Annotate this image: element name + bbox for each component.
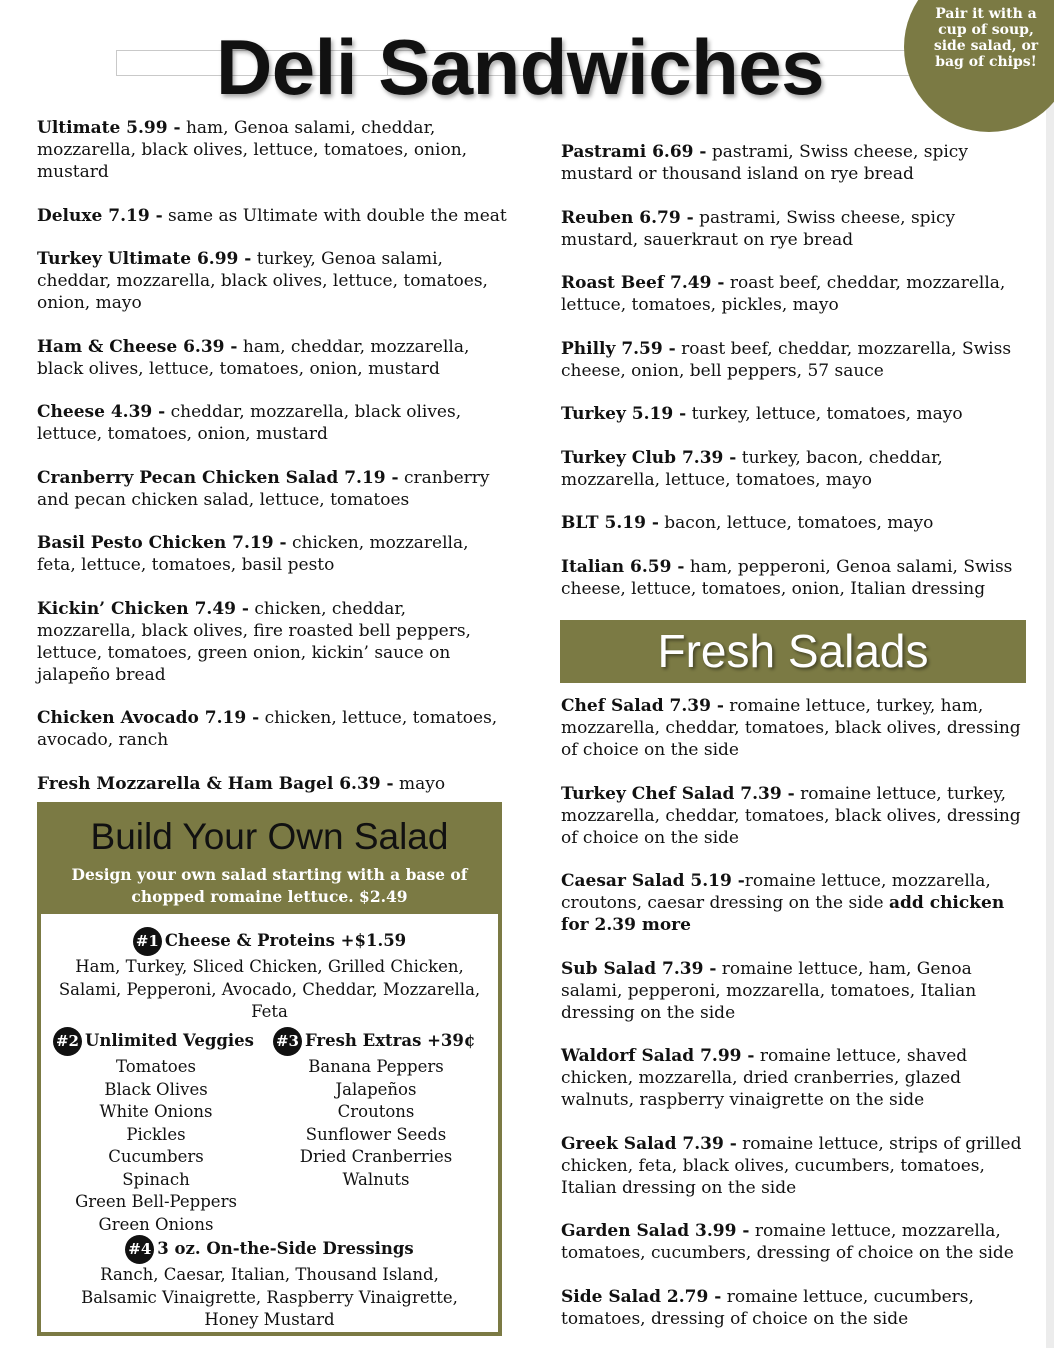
- menu-item: [37, 401, 507, 445]
- menu-item: [561, 512, 1023, 534]
- item-description: chicken, lettuce, tomatoes, avocado, ranch: [37, 708, 498, 750]
- item-name-price: Roast Beef 7.49 -: [561, 273, 725, 293]
- salad-item: [561, 958, 1023, 1024]
- item-name-price: Sub Salad 7.39 -: [561, 958, 717, 979]
- item-name-price: Philly 7.59 -: [561, 338, 676, 359]
- group-items: Ranch, Caesar, Italian, Thousand Island, Balsamic Vinaigrette, Raspberry Vinaigrette, Honey Mustard: [81, 1265, 458, 1329]
- group-items: [271, 1056, 481, 1191]
- menu-item: [37, 532, 507, 576]
- item-description: roast beef, cheddar, mozzarella, Swiss cheese, onion, bell peppers, 57 sauce: [561, 338, 1012, 381]
- byo-group-4: [41, 1234, 498, 1332]
- item-name-price: Italian 6.59 -: [561, 556, 685, 577]
- item-name-price: Cranberry Pecan Chicken Salad 7.19 -: [37, 467, 399, 488]
- menu-item: [37, 598, 507, 686]
- list-item: Cucumbers: [108, 1147, 204, 1166]
- byo-subtitle: Design your own salad starting with a base of chopped romaine lettuce. $2.49: [71, 865, 468, 906]
- item-description: chicken, mozzarella, feta, lettuce, tomatoes, basil pesto: [37, 533, 469, 575]
- list-item: Dried Cranberries: [299, 1147, 453, 1166]
- salad-item: [561, 695, 1023, 761]
- item-name-price: Turkey Chef Salad 7.39 -: [561, 783, 795, 804]
- menu-item: [37, 467, 507, 511]
- menu-item: [37, 117, 507, 183]
- item-name-price: Kickin’ Chicken 7.49 -: [37, 598, 249, 619]
- byo-group-1: [41, 926, 498, 1024]
- item-description: bacon, lettuce, tomatoes, mayo: [658, 513, 934, 533]
- item-name-price: Reuben 6.79 -: [561, 207, 694, 228]
- item-description: turkey, lettuce, tomatoes, mayo: [686, 404, 963, 424]
- list-item: Sunflower Seeds: [305, 1124, 447, 1144]
- item-name-price: Greek Salad 7.39 -: [561, 1133, 737, 1154]
- item-description: turkey, Genoa salami, cheddar, mozzarella, black olives, lettuce, tomatoes, onion, mayo: [37, 249, 488, 313]
- item-description: romaine lettuce, shaved chicken, mozzarella, dried cranberries, glazed walnuts, raspberry vinaigrette on the side: [561, 1046, 968, 1110]
- item-description: romaine lettuce, turkey, ham, mozzarella, cheddar, tomatoes, black olives, dressing of choice on the side: [561, 696, 1021, 760]
- salad-item: [561, 1133, 1023, 1199]
- item-description: romaine lettuce, mozzarella, tomatoes, cucumbers, dressing of choice on the side: [561, 1221, 1014, 1263]
- list-item: Pickles: [126, 1124, 186, 1144]
- list-item: Banana Peppers: [308, 1057, 444, 1076]
- item-description: ham, cheddar, mozzarella, black olives, lettuce, tomatoes, onion, mustard: [37, 336, 470, 379]
- item-description: romaine lettuce, ham, Genoa salami, pepperoni, mozzarella, tomatoes, Italian dressing on the side: [561, 958, 977, 1023]
- menu-item: [561, 141, 1023, 185]
- item-description: romaine lettuce, turkey, mozzarella, cheddar, tomatoes, black olives, dressing of choice on the side: [561, 783, 1021, 848]
- item-description: roast beef, cheddar, mozzarella, lettuce, tomatoes, pickles, mayo: [561, 273, 1006, 315]
- sandwich-list-right: [561, 141, 1023, 621]
- item-name-price: Ultimate 5.99 -: [37, 118, 181, 138]
- list-item: Jalapeños: [335, 1079, 417, 1099]
- number-badge: #3: [273, 1027, 302, 1056]
- item-name-price: Ham & Cheese 6.39 -: [37, 336, 238, 357]
- list-item: Green Onions: [98, 1214, 214, 1234]
- item-name-price: BLT 5.19 -: [561, 513, 659, 533]
- fresh-salads-heading: Fresh Salads: [560, 620, 1026, 683]
- item-description: same as Ultimate with double the meat: [162, 205, 507, 226]
- list-item: Spinach: [122, 1169, 190, 1189]
- item-name-price: Turkey 5.19 -: [561, 404, 687, 424]
- list-item: Black Olives: [104, 1079, 208, 1099]
- item-name-price: Turkey Club 7.39 -: [561, 447, 737, 468]
- item-name-price: Pastrami 6.69 -: [561, 142, 707, 162]
- item-extra: add chicken for 2.39 more: [561, 893, 1005, 935]
- list-item: White Onions: [99, 1102, 213, 1121]
- byo-group-3: [271, 1026, 501, 1191]
- item-description: romaine lettuce, mozzarella, croutons, caesar dressing on the side: [561, 871, 991, 913]
- group-items: [51, 1056, 261, 1236]
- salad-item: [561, 1220, 1023, 1264]
- group-items: Ham, Turkey, Sliced Chicken, Grilled Chicken, Salami, Pepperoni, Avocado, Cheddar, Mozzarella, Feta: [58, 957, 481, 1021]
- salad-item: [561, 1045, 1023, 1111]
- number-badge: #4: [125, 1235, 154, 1264]
- item-description: mayo: [393, 773, 446, 794]
- item-name-price: Deluxe 7.19 -: [37, 205, 163, 226]
- item-description: ham, pepperoni, Genoa salami, Swiss cheese, lettuce, tomatoes, onion, Italian dressing: [561, 556, 1013, 599]
- build-your-own-box: [37, 802, 502, 1336]
- sandwich-list-left: [37, 117, 507, 816]
- menu-item: [37, 205, 507, 227]
- byo-title: Build Your Own Salad: [90, 816, 449, 857]
- item-name-price: Cheese 4.39 -: [37, 402, 166, 422]
- byo-group-2: [51, 1026, 281, 1236]
- list-item: Croutons: [337, 1102, 415, 1121]
- menu-item: [561, 556, 1023, 600]
- item-name-price: Chef Salad 7.39 -: [561, 696, 724, 716]
- menu-item: [561, 207, 1023, 251]
- item-description: cheddar, mozzarella, black olives, lettuce, tomatoes, onion, mustard: [37, 402, 462, 444]
- item-name-price: Caesar Salad 5.19 -: [561, 871, 745, 891]
- number-badge: #1: [133, 927, 162, 956]
- promo-text: Pair it with a cup of soup, side salad, or bag of chips!: [933, 6, 1039, 70]
- menu-item: [37, 336, 507, 380]
- menu-item: [561, 338, 1023, 382]
- group-title: Unlimited Veggies: [85, 1031, 254, 1050]
- item-description: turkey, bacon, cheddar, mozzarella, lettuce, tomatoes, mayo: [561, 447, 943, 490]
- item-description: cranberry and pecan chicken salad, lettuce, tomatoes: [37, 467, 490, 510]
- item-description: pastrami, Swiss cheese, spicy mustard or thousand island on rye bread: [561, 142, 968, 184]
- item-description: romaine lettuce, cucumbers, tomatoes, dressing of choice on the side: [561, 1286, 974, 1329]
- list-item: Tomatoes: [116, 1057, 196, 1076]
- item-description: ham, Genoa salami, cheddar, mozzarella, black olives, lettuce, tomatoes, onion, mustard: [37, 118, 468, 182]
- menu-item: [561, 447, 1023, 491]
- page-title: Deli Sandwiches: [215, 23, 825, 111]
- item-name-price: Basil Pesto Chicken 7.19 -: [37, 533, 287, 553]
- item-name-price: Waldorf Salad 7.99 -: [561, 1046, 755, 1066]
- list-item: Walnuts: [342, 1169, 410, 1189]
- salad-item: [561, 1286, 1023, 1330]
- group-title: Fresh Extras +39¢: [305, 1031, 476, 1050]
- menu-item: [561, 272, 1023, 316]
- item-name-price: Chicken Avocado 7.19 -: [37, 708, 260, 728]
- item-name-price: Turkey Ultimate 6.99 -: [37, 249, 252, 269]
- byo-header: [41, 806, 498, 914]
- item-description: pastrami, Swiss cheese, spicy mustard, sauerkraut on rye bread: [561, 207, 956, 250]
- item-name-price: Side Salad 2.79 -: [561, 1286, 722, 1307]
- item-description: chicken, cheddar, mozzarella, black olives, fire roasted bell peppers, lettuce, tomatoes, green onion, kickin’ sauce on jalapeño bread: [37, 598, 471, 685]
- item-description: romaine lettuce, strips of grilled chicken, feta, black olives, cucumbers, tomatoes, Italian dressing on the side: [561, 1133, 1022, 1198]
- item-name-price: Fresh Mozzarella & Ham Bagel 6.39 -: [37, 773, 394, 794]
- number-badge: #2: [53, 1027, 82, 1056]
- salad-list: [561, 695, 1023, 1348]
- group-title: Cheese & Proteins +$1.59: [164, 931, 407, 950]
- salad-item: [561, 783, 1023, 849]
- menu-item: [37, 248, 507, 314]
- salad-item: [561, 870, 1023, 936]
- list-item: Green Bell-Peppers: [75, 1192, 237, 1211]
- item-name-price: Garden Salad 3.99 -: [561, 1221, 750, 1241]
- group-title: 3 oz. On-the-Side Dressings: [157, 1239, 414, 1258]
- page-edge: [1046, 0, 1054, 1348]
- menu-item: [37, 773, 507, 795]
- menu-item: [561, 403, 1023, 425]
- menu-item: [37, 707, 507, 751]
